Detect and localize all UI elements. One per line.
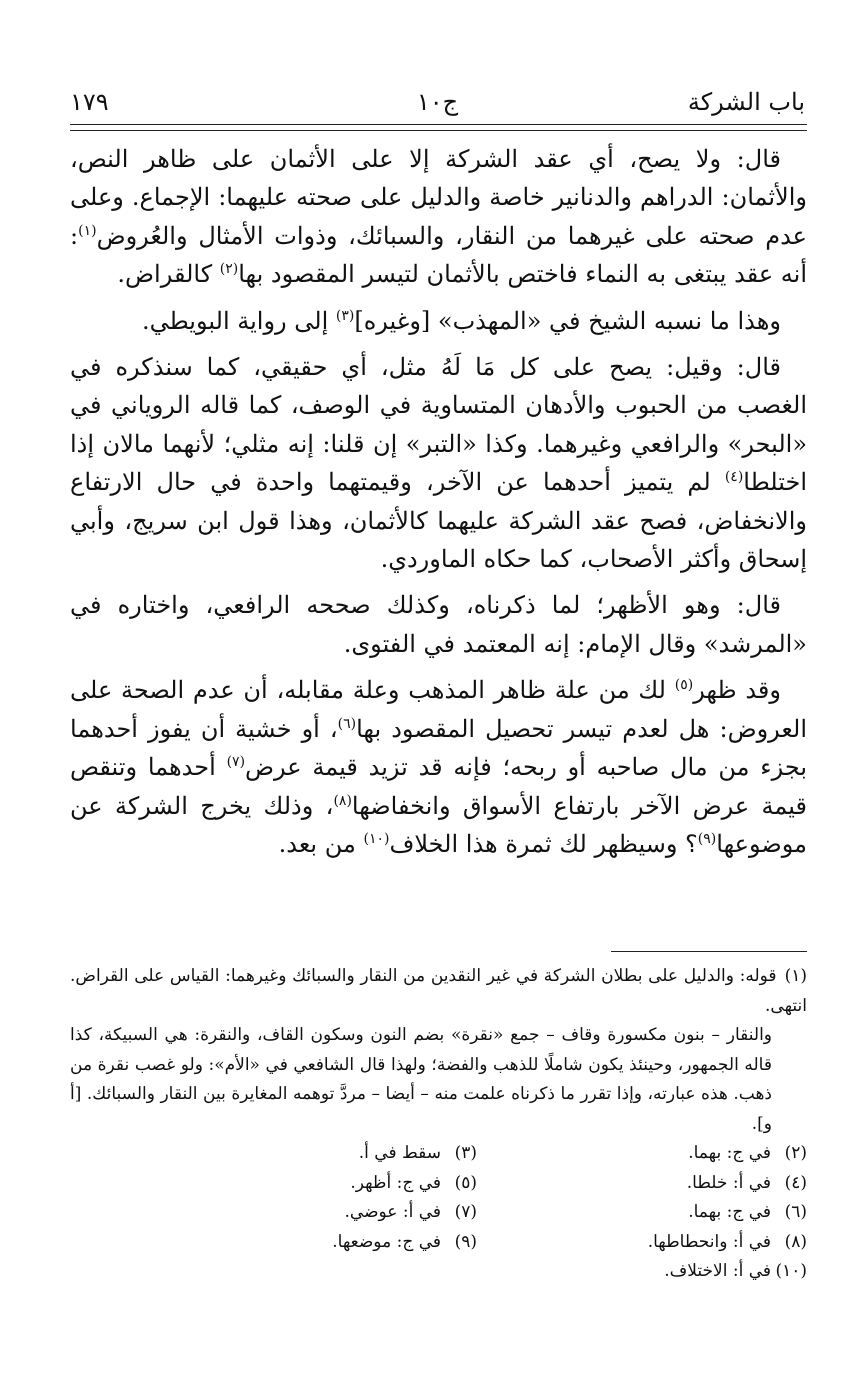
footnote-item: (٢)في ج: بهما.: [688, 1143, 807, 1163]
footnote-item: (٩)في ج: موضعها.: [332, 1231, 477, 1252]
footnote-number: (١): [784, 966, 807, 986]
short-footnotes: [70, 1139, 807, 1287]
footnote-separator: [611, 951, 807, 952]
footnote-marker: (١٠): [363, 830, 390, 847]
paragraph: وقد ظهر$^{(٥)}$ لك من علة ظاهر المذهب وعلة مقابله، أن عدم الصحة على العروض: هل لعدم تيسر تحصيل المقصود بها$^{(٦)}$، أو خشية أن يفوز أحدهما بجزء من مال صاحبه أو ربحه؛ فإنه قد تزيد قيمة عرض$^{(٧)}$ أحدهما وتنقص قيمة عرض الآخر بارتفاع الأسواق وانخفاضها$^{(٨)}$، وذلك يخرج الشركة عن موضوعها$^{(٩)}$؟ وسيظهر لك ثمرة هذا الخلاف$^{(١٠)}$ من بعد.: [70, 676, 808, 858]
footnote-item: (٥)في ج: أظهر.: [350, 1172, 477, 1193]
footnote-item: (١٠)في أ: الاختلاف.: [664, 1261, 807, 1281]
running-header: [70, 82, 805, 122]
footnote-item: (٨)في أ: وانحطاطها.: [647, 1231, 807, 1252]
volume-label: ج١٠: [416, 88, 459, 116]
footnote-1-continuation: والنقار – بنون مكسورة وقاف – جمع «نقرة» بضم النون وسكون القاف، والنقرة: هي السبيكة، كذا قاله الجمهور، وحينئذ يكون شاملًا للذهب والفضة؛ ولهذا قال الشافعي في «الأم»: ولو غصب نقرة من ذهب. هذه عبارته، وإذا تقرر ما ذكرناه علمت منه – أيضا – مردَّ توهمه المغايرة بين النقار والسبائك. [أ و].: [70, 1025, 772, 1134]
footnote-marker: (٢): [219, 261, 239, 278]
footnote-marker: (٤): [724, 469, 744, 486]
footnote-marker: (٩): [697, 830, 717, 847]
footnote-item: (٤)في أ: خلطا.: [686, 1172, 807, 1193]
paragraph: قال: ولا يصح، أي عقد الشركة إلا على الأثمان على ظاهر النص، والأثمان: الدراهم والدنانير خاصة والدليل على صحته عليهما: الإجماع. وعلى عدم صحته على غيرهما من النقار، والسبائك، وذوات الأمثال والعُروض$^{(١)}$: أنه عقد يبتغى به النماء فاختص بالأثمان لتيسر المقصود بها$^{(٢)}$ كالقراض.: [70, 145, 807, 289]
footnote-marker: (٣): [335, 307, 355, 324]
footnotes: [70, 962, 807, 1287]
footnote-marker: (١): [78, 222, 97, 239]
footnote-1: [70, 962, 807, 1021]
footnote-marker: (٨): [333, 792, 352, 809]
footnote-item: (٣)سقط في أ.: [358, 1143, 477, 1163]
footnote-marker: (٧): [226, 754, 246, 771]
paragraph: قال: وقيل: يصح على كل مَا لَهُ مثل، أي حقيقي، كما سنذكره في الغصب من الحبوب والأدهان المتساوية في الوصف، كما قاله الروياني في «البحر» والرافعي وغيرهما. وكذا «التبر» إن قلنا: إنه مثلي؛ لأنهما مالان إذا اختلطا$^{(٤)}$ لم يتميز أحدهما عن الآخر، وقيمتهما واحدة في حال الارتفاع والانخفاض، فصح عقد الشركة عليهما كالأثمان، وهذا قول ابن سريج، وأبي إسحاق وأكثر الأصحاب، كما حكاه الماوردي.: [70, 353, 807, 574]
footnote-item: (٦)في ج: بهما.: [688, 1202, 807, 1222]
paragraph: قال: وهو الأظهر؛ لما ذكرناه، وكذلك صححه الرافعي، واختاره في «المرشد» وقال الإمام: إنه المعتمد في الفتوى.: [70, 591, 807, 658]
main-text: [70, 140, 807, 871]
footnote-text: قوله: والدليل على بطلان الشركة في غير النقدين من النقار والسبائك وغيرهما: القياس على القراض. انتهى.: [70, 966, 807, 1016]
footnote-item: (٧)في أ: عوضي.: [344, 1202, 477, 1222]
page-number: ١٧٩: [70, 88, 109, 116]
footnote-marker: (٦): [337, 715, 357, 732]
header-rule: [70, 124, 807, 131]
chapter-title: باب الشركة: [687, 88, 805, 116]
footnote-marker: (٥): [674, 677, 694, 694]
paragraph: وهذا ما نسبه الشيخ في «المهذب» [وغيره]$^{(٣)}$ إلى رواية البويطي.: [141, 306, 781, 335]
